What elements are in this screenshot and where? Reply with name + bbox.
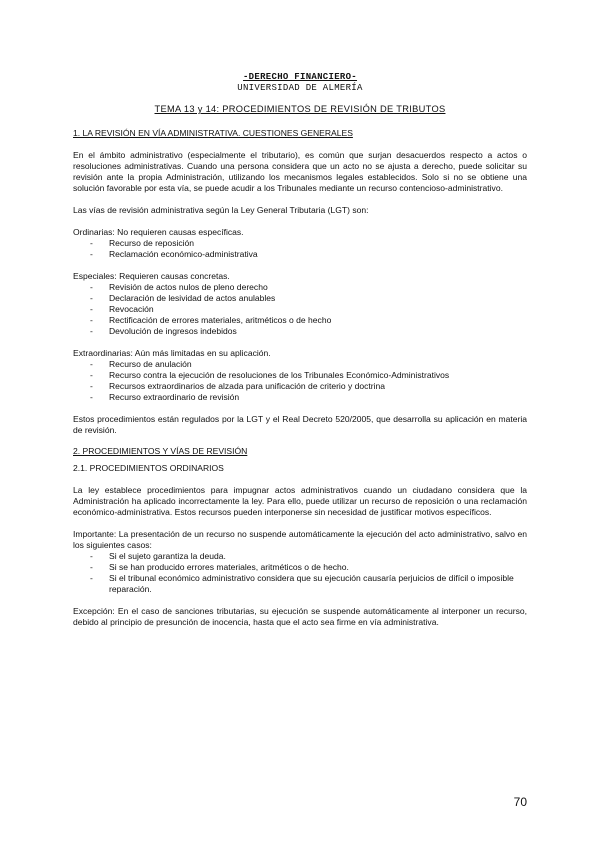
especiales-list: [73, 282, 527, 337]
list-item: - Devolución de ingresos indebidos: [73, 326, 527, 337]
list-item: - Reclamación económico-administrativa: [73, 249, 527, 260]
document-body: [73, 124, 527, 628]
importante-list: [73, 551, 527, 595]
list-item: - Revocación: [73, 304, 527, 315]
ordinarias-list: [73, 238, 527, 260]
section-2-1-heading: 2.1. PROCEDIMIENTOS ORDINARIOS: [73, 463, 224, 473]
importante-paragraph: Importante: La presentación de un recurso no suspende automáticamente la ejecución del acto administrativo, salvo en los siguientes casos:: [73, 529, 527, 550]
section-1-heading: 1. LA REVISIÓN EN VÍA ADMINISTRATIVA. CUESTIONES GENERALES: [73, 128, 353, 138]
list-item: - Recurso de anulación: [73, 359, 527, 370]
page-number: 70: [513, 795, 527, 809]
list-item: - Recurso de reposición: [73, 238, 527, 249]
section-1-intro: En el ámbito administrativo (especialmente el tributario), es común que surjan desacuerdos respecto a actos o resoluciones administrativas. Cuando una persona considera que un acto no se ajusta a derecho, puede solicitar su revisión ante la propia Administración, utilizando los mecanismos legales establecidos. Solo si no se obtiene una solución favorable por esta vía, se puede acudir a los Tribunales mediante un recurso contencioso-administrativo.: [73, 150, 527, 193]
list-item: - Recurso contra la ejecución de resoluciones de los Tribunales Económico-Administrativos: [73, 370, 527, 381]
regulation-paragraph: Estos procedimientos están regulados por la LGT y el Real Decreto 520/2005, que desarrolla su aplicación en materia de revisión.: [73, 414, 527, 435]
topic-title: TEMA 13 y 14: PROCEDIMIENTOS DE REVISIÓN DE TRIBUTOS: [154, 104, 446, 114]
university-name: UNIVERSIDAD DE ALMERÍA: [237, 83, 363, 93]
course-title: -DERECHO FINANCIERO-: [242, 72, 358, 82]
list-item: - Si se han producido errores materiales, aritméticos o de hecho.: [73, 562, 527, 573]
list-item: - Rectificación de errores materiales, aritméticos o de hecho: [73, 315, 527, 326]
extraordinarias-label: Extraordinarias: Aún más limitadas en su aplicación.: [73, 348, 271, 358]
especiales-label: Especiales: Requieren causas concretas.: [73, 271, 230, 281]
section-2-heading: 2. PROCEDIMIENTOS Y VÍAS DE REVISIÓN: [73, 446, 248, 456]
ordinarias-label: Ordinarias: No requieren causas específicas.: [73, 227, 244, 237]
list-item: - Recursos extraordinarios de alzada para unificación de criterio y doctrina: [73, 381, 527, 392]
excepcion-paragraph: Excepción: En el caso de sanciones tributarias, su ejecución se suspende automáticamente al interponer un recurso, debido al principio de presunción de inocencia, hasta que el acto sea firme en vía administrativa.: [73, 606, 527, 627]
list-item: - Declaración de lesividad de actos anulables: [73, 293, 527, 304]
list-item: - Recurso extraordinario de revisión: [73, 392, 527, 403]
list-item: - Si el sujeto garantiza la deuda.: [73, 551, 527, 562]
list-item: - Revisión de actos nulos de pleno derecho: [73, 282, 527, 293]
list-item: - Si el tribunal económico administrativo considera que su ejecución causaría perjuicios de difícil o imposible reparación.: [73, 573, 527, 595]
vias-intro: Las vías de revisión administrativa según la Ley General Tributaria (LGT) son:: [73, 205, 369, 215]
section-2-intro: La ley establece procedimientos para impugnar actos administrativos cuando un ciudadano considera que la Administración ha aplicado incorrectamente la ley. Para ello, puede utilizar un recurso de reposición o una reclamación económico-administrativa. Estos recursos pueden interponerse sin necesidad de justificar motivos específicos.: [73, 485, 527, 517]
extraordinarias-list: [73, 359, 527, 403]
